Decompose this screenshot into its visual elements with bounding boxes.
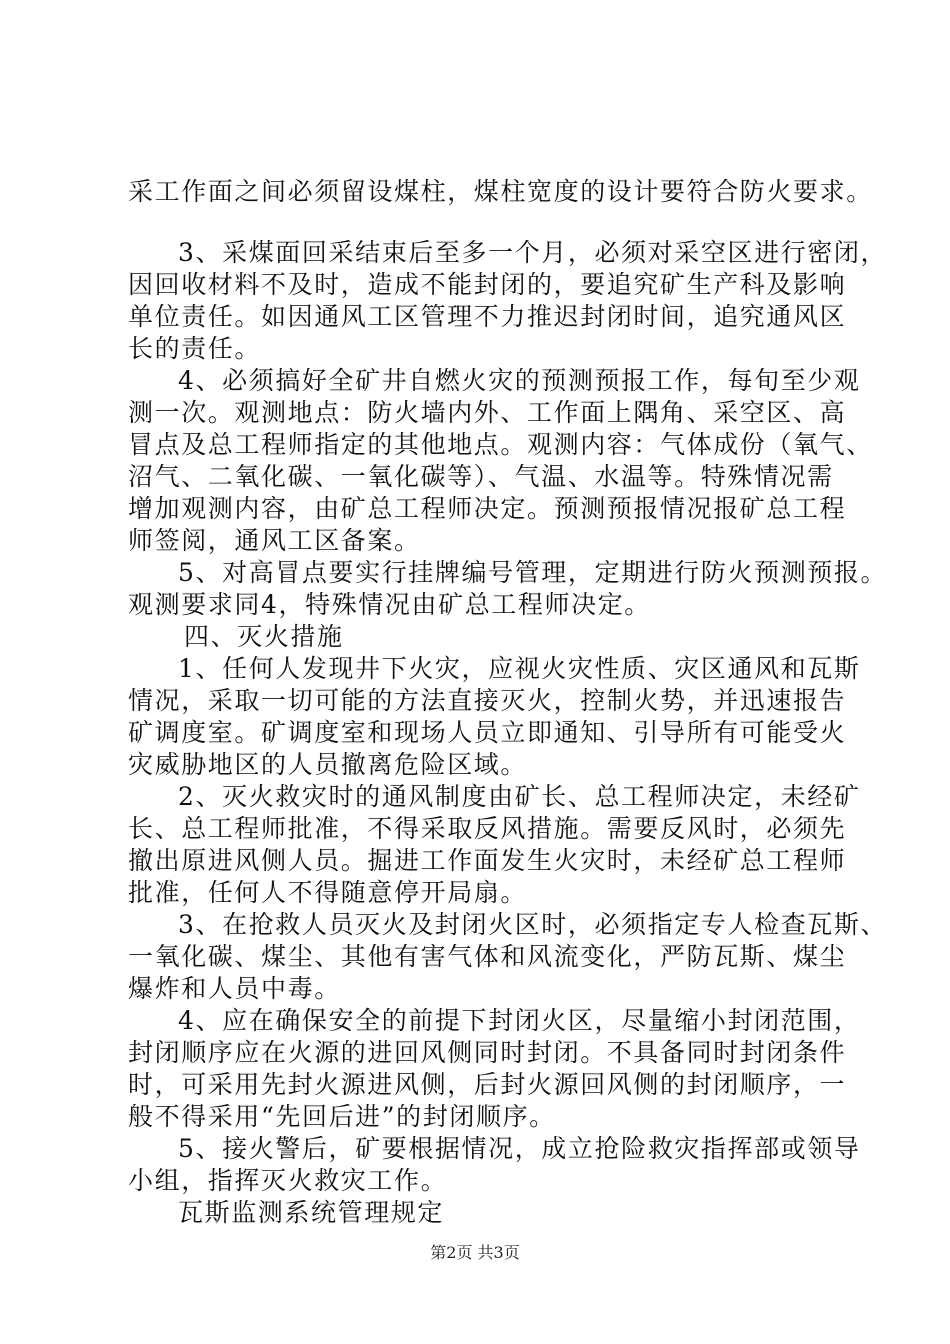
text-line: 情况，采取一切可能的方法直接灭火，控制火势，并迅速报告 — [128, 686, 847, 715]
text-line: 师签阅，通风工区备案。 — [128, 526, 421, 555]
text-line: 一氧化碳、煤尘、其他有害气体和风流变化，严防瓦斯、煤尘 — [128, 942, 847, 971]
text-line: 单位责任。如因通风工区管理不力推迟封闭时间，追究通风区 — [128, 302, 847, 331]
text-line: 4、必须搞好全矿井自燃火灾的预测预报工作，每旬至少观 — [178, 366, 861, 395]
text-line: 般不得采用“先回后进”的封闭顺序。 — [128, 1102, 556, 1131]
text-line: 撤出原进风侧人员。掘进工作面发生火灾时，未经矿总工程师 — [128, 846, 847, 875]
text-line: 灾威胁地区的人员撤离危险区域。 — [128, 750, 528, 779]
text-line: 因回收材料不及时，造成不能封闭的，要追究矿生产科及影响 — [128, 270, 847, 299]
text-line: 冒点及总工程师指定的其他地点。观测内容：气体成份（氧气、 — [128, 430, 873, 459]
text-line: 批准，任何人不得随意停开局扇。 — [128, 878, 528, 907]
text-line: 2、灭火救灾时的通风制度由矿长、总工程师决定，未经矿 — [178, 782, 861, 811]
page-footer: 第2页 共3页 — [430, 1243, 520, 1262]
text-line: 长、总工程师批准，不得采取反风措施。需要反风时，必须先 — [128, 814, 847, 843]
section-heading: 四、灭火措施 — [184, 622, 344, 651]
text-line: 小组，指挥灭火救灾工作。 — [128, 1166, 448, 1195]
text-line: 3、在抢救人员灭火及封闭火区时，必须指定专人检查瓦斯、 — [178, 910, 888, 939]
text-line: 5、对高冒点要实行挂牌编号管理，定期进行防火预测预报。 — [178, 558, 888, 587]
text-line: 4、应在确保安全的前提下封闭火区，尽量缩小封闭范围， — [178, 1006, 861, 1035]
text-line: 长的责任。 — [128, 334, 262, 363]
text-line: 封闭顺序应在火源的进回风侧同时封闭。不具备同时封闭条件 — [128, 1038, 847, 1067]
text-line: 爆炸和人员中毒。 — [128, 974, 341, 1003]
text-line: 1、任何人发现井下火灾，应视火灾性质、灾区通风和瓦斯 — [178, 654, 861, 683]
text-line: 5、接火警后，矿要根据情况，成立抢险救灾指挥部或领导 — [178, 1134, 861, 1163]
text-line: 时，可采用先封火源进风侧，后封火源回风侧的封闭顺序，一 — [128, 1070, 847, 1099]
text-line: 采工作面之间必须留设煤柱，煤柱宽度的设计要符合防火要求。 — [128, 177, 873, 206]
text-line: 测一次。观测地点：防火墙内外、工作面上隅角、采空区、高 — [128, 398, 847, 427]
text-line: 增加观测内容，由矿总工程师决定。预测预报情况报矿总工程 — [128, 494, 847, 523]
text-line: 3、采煤面回采结束后至多一个月，必须对采空区进行密闭， — [178, 238, 888, 267]
text-line: 沼气、二氧化碳、一氧化碳等）、气温、水温等。特殊情况需 — [128, 462, 834, 491]
text-line: 矿调度室。矿调度室和现场人员立即通知、引导所有可能受火 — [128, 718, 847, 747]
text-line: 观测要求同4，特殊情况由矿总工程师决定。 — [128, 590, 651, 619]
section-heading: 瓦斯监测系统管理规定 — [178, 1198, 445, 1227]
